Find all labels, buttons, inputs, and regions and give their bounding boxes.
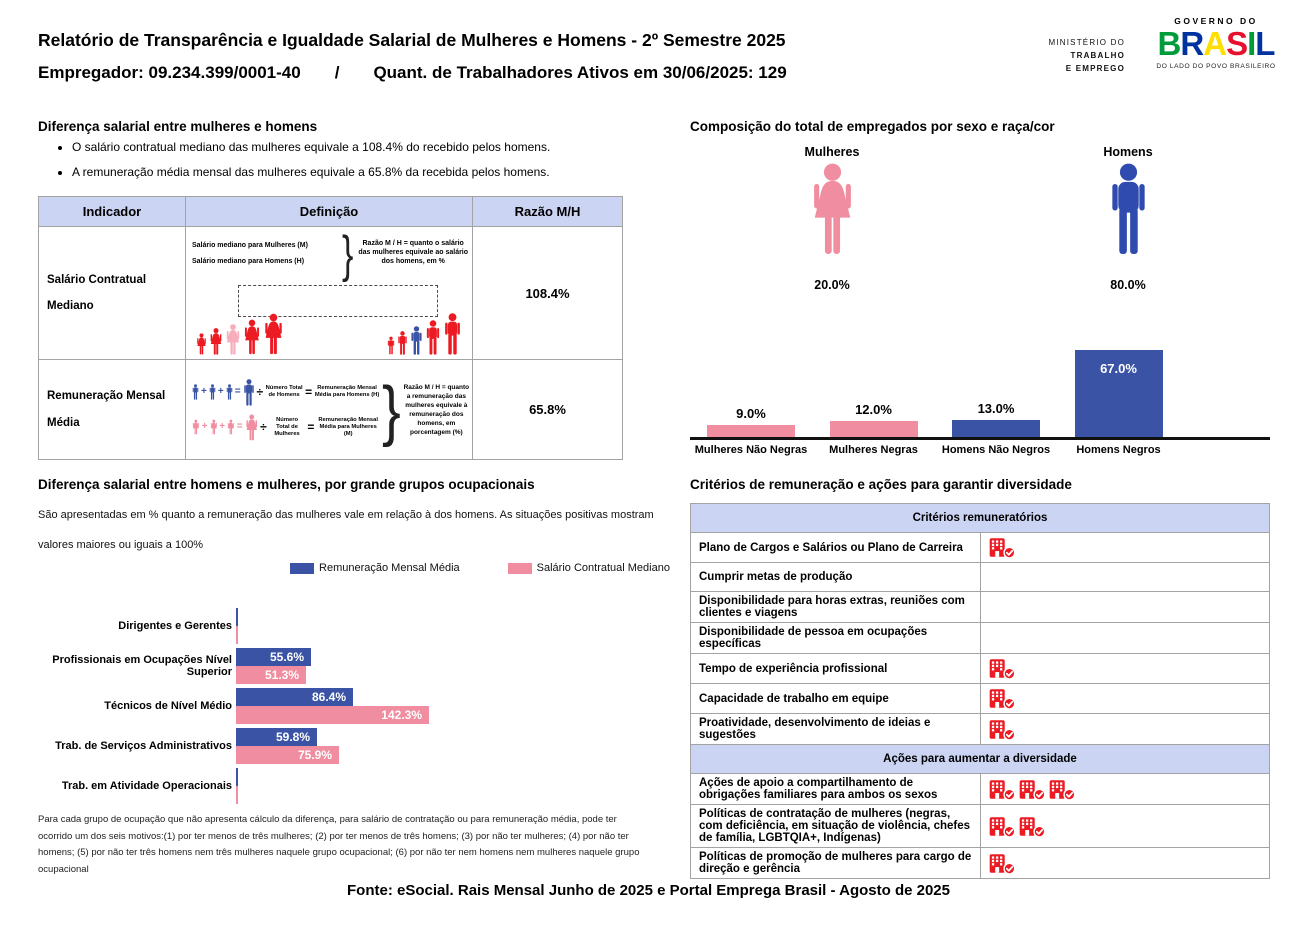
building-check-icon <box>989 815 1016 838</box>
building-check-icon <box>1019 815 1046 838</box>
women-formula <box>192 414 380 441</box>
x-axis-line <box>690 437 1270 440</box>
criteria-row <box>691 654 1270 684</box>
operator: ÷ <box>260 420 267 434</box>
occ-row-Técnicos de Nível Médio <box>38 686 638 726</box>
criteria-check-icons <box>980 654 1270 684</box>
chart-legend <box>270 562 690 574</box>
median-men-label: Salário mediano para Homens (H) <box>192 258 305 265</box>
operator: + <box>217 386 224 397</box>
criteria-row <box>691 684 1270 714</box>
building-check-icon <box>989 657 1016 680</box>
bar-category-label: Mulheres Negras <box>829 444 918 456</box>
bar-Mulheres Negras <box>830 421 918 437</box>
male-icon <box>209 384 216 400</box>
criteria-row <box>691 592 1270 623</box>
occ-bar-pair <box>236 608 238 644</box>
men-share-figure <box>1053 145 1203 292</box>
blue-swatch <box>290 563 314 574</box>
bar-Remuneração Mensal Média: 86.4% <box>236 688 353 706</box>
bar-Remuneração Mensal Média <box>236 768 238 786</box>
bar-Homens Não Negros <box>952 420 1040 437</box>
bar-Salário Contratual Mediano <box>236 626 238 644</box>
brand-letter: L <box>1255 25 1275 62</box>
mean-remuneration-diagram <box>186 360 472 459</box>
brasil-wordmark <box>1140 26 1292 62</box>
criteria-check-icons <box>980 684 1270 714</box>
col-indicador: Indicador <box>39 197 186 227</box>
female-icon <box>227 419 235 435</box>
criteria-label: Tempo de experiência profissional <box>691 654 981 684</box>
row-remuneracao-label: Remuneração Mensal Média <box>39 360 186 460</box>
women-pictogram-group <box>196 313 284 355</box>
women-share-value: 20.0% <box>814 278 850 292</box>
ministry-line1: MINISTÉRIO DO <box>1048 38 1125 47</box>
acoes-diversidade-header: Ações para aumentar a diversidade <box>691 745 1270 774</box>
legend-salario-label: Salário Contratual Mediano <box>536 562 670 574</box>
building-check-icon <box>989 778 1016 801</box>
male-icon <box>1108 163 1149 255</box>
female-icon <box>210 419 218 435</box>
operator: + <box>201 421 208 432</box>
occupational-bar-chart <box>38 606 638 806</box>
operator: = <box>305 385 313 399</box>
criteria-check-icons <box>980 533 1270 563</box>
homens-label: Homens <box>1103 145 1153 159</box>
bar-value-label: 9.0% <box>736 406 766 421</box>
female-icon <box>245 414 259 441</box>
composition-bar-chart <box>690 320 1270 458</box>
criteria-label: Plano de Cargos e Salários ou Plano de Carreira <box>691 533 981 563</box>
bar-Salário Contratual Mediano: 142.3% <box>236 706 429 724</box>
bar-Remuneração Mensal Média: 59.8% <box>236 728 317 746</box>
legend-salario <box>508 562 670 574</box>
criteria-check-icons <box>980 623 1270 654</box>
bar-value-label: 13.0% <box>977 401 1015 416</box>
bullet-median-salary: • O salário contratual mediano das mulheres equivale a 108.4% do recebido pelos homens. <box>72 140 652 154</box>
criteria-row <box>691 533 1270 563</box>
occ-bar-pair <box>236 768 238 804</box>
occ-bar-pair <box>236 648 311 684</box>
operator: = <box>236 421 243 432</box>
occ-category-label: Trab. de Serviços Administrativos <box>55 740 232 752</box>
bar-category-label: Homens Não Negros <box>941 444 1051 456</box>
ratio-note-2: Razão M / H = quanto a remuneração das mulheres equivale à remuneração dos homens, em porcentagem (%) <box>403 383 470 436</box>
female-icon <box>263 313 284 355</box>
brand-letter: S <box>1226 25 1248 62</box>
bullet-mean-remuneration: • A remuneração média mensal das mulheres equivale a 65.8% da recebida pelos homens. <box>72 165 652 179</box>
criteria-label: Capacidade de trabalho em equipe <box>691 684 981 714</box>
building-check-icon <box>989 852 1016 875</box>
ratio-mean: 65.8% <box>473 360 623 460</box>
mulheres-label: Mulheres <box>804 145 860 159</box>
separator: / <box>334 63 340 82</box>
criteria-label: Disponibilidade de pessoa em ocupações específicas <box>691 623 981 654</box>
count-label: Número Total de Mulheres <box>274 416 300 437</box>
female-icon <box>225 324 241 355</box>
occ-category-label: Dirigentes e Gerentes <box>118 620 232 632</box>
operator: + <box>201 386 207 397</box>
result-label: Remuneração Mensal Média para Mulheres (M) <box>318 416 378 437</box>
ratio-note-1: Razão M / H = quanto o salário das mulheres equivale ao salário dos homens, em % <box>358 240 469 265</box>
bar-value-label: 12.0% <box>855 402 892 417</box>
ratio-median: 108.4% <box>473 227 623 360</box>
occ-row-Profissionais em Ocupações Nível Superior <box>38 646 638 686</box>
men-share-value: 80.0% <box>1110 278 1146 292</box>
criteria-label: Cumprir metas de produção <box>691 563 981 592</box>
bar-category-label: Mulheres Não Negras <box>694 444 808 456</box>
occ-bar-pair <box>236 688 429 724</box>
median-salary-diagram <box>186 227 472 359</box>
occupational-footnote: Para cada grupo de ocupação que não apresenta cálculo da diferença, para salário de contratação ou para remuneração média, pode ter ocorrido um dos seis motivos:(1) por ter menos de três mulheres; (2) por ter menos de três homens; (3) por não ter mulheres; (4) por não ter homens; (5) por não ter três homens nem três mulheres naquele grupo ocupacional; (6) por não ter nem homens nem mulheres naquele grupo ocupacional <box>38 814 640 875</box>
bar-Mulheres Não Negras <box>707 425 795 437</box>
building-check-icon <box>1019 778 1046 801</box>
employer-line <box>38 63 787 83</box>
employer-info: Empregador: 09.234.399/0001-40 <box>38 63 301 82</box>
gov-tagline: DO LADO DO POVO BRASILEIRO <box>1156 63 1276 70</box>
brace-glyph: } <box>382 371 401 447</box>
criteria-label: Políticas de contratação de mulheres (negras, com deficiência, em situação de violência, chefes de família, LGBTQIA+, Indígenas) <box>691 805 981 848</box>
indicator-table <box>38 196 623 460</box>
operator: + <box>219 421 226 432</box>
criterios-remuneratorios-header: Critérios remuneratórios <box>691 504 1270 533</box>
building-check-icon <box>1049 778 1076 801</box>
criteria-check-icons <box>980 563 1270 592</box>
brand-letter: R <box>1180 25 1204 62</box>
male-icon <box>226 384 233 400</box>
male-icon <box>243 379 255 406</box>
criteria-row <box>691 848 1270 879</box>
building-check-icon <box>989 536 1016 559</box>
bar-Remuneração Mensal Média <box>236 608 238 626</box>
male-icon <box>410 326 423 355</box>
occ-row-Trab. de Serviços Administrativos <box>38 726 638 766</box>
col-definicao: Definição <box>186 197 473 227</box>
occupational-title: Diferença salarial entre homens e mulheres, por grande grupos ocupacionais <box>38 477 535 492</box>
legend-remuneracao <box>290 562 460 574</box>
salary-gap-title: Diferença salarial entre mulheres e homens <box>38 119 318 134</box>
occ-category-label: Técnicos de Nível Médio <box>104 700 232 712</box>
operator: = <box>307 420 315 434</box>
page-title: Relatório de Transparência e Igualdade Salarial de Mulheres e Homens - 2º Semestre 2025 <box>38 30 786 50</box>
brand-letter: A <box>1203 25 1227 62</box>
male-icon <box>425 320 441 355</box>
brace-glyph: } <box>341 226 354 284</box>
criteria-label: Disponibilidade para horas extras, reuniões com clientes e viagens <box>691 592 981 623</box>
criteria-row <box>691 714 1270 745</box>
occupational-subtitle: São apresentadas em % quanto a remuneração das mulheres vale em relação à dos homens. As situações positivas mostram valores maiores ou iguais a 100% <box>38 509 654 551</box>
pink-swatch <box>508 563 532 574</box>
occ-category-label: Profissionais em Ocupações Nível Superior <box>52 654 232 678</box>
female-icon <box>809 163 856 255</box>
male-icon <box>443 313 462 355</box>
men-pictogram-group <box>387 313 462 355</box>
bar-Salário Contratual Mediano: 75.9% <box>236 746 339 764</box>
occ-row-Dirigentes e Gerentes <box>38 606 638 646</box>
female-icon <box>192 419 200 435</box>
criteria-row <box>691 774 1270 805</box>
bar-category-label: Homens Negros <box>1076 444 1161 456</box>
female-icon <box>196 333 207 355</box>
male-icon <box>387 336 395 355</box>
criteria-row <box>691 805 1270 848</box>
brand-letter: B <box>1157 25 1181 62</box>
ministry-logo <box>1049 36 1126 75</box>
brand-letter: I <box>1247 25 1256 62</box>
women-share-figure <box>757 145 907 292</box>
operator: = <box>234 386 241 397</box>
operator: ÷ <box>256 385 264 399</box>
median-women-label: Salário mediano para Mulheres (M) <box>192 242 308 249</box>
ministry-line2: TRABALHO <box>1070 51 1125 60</box>
female-icon <box>243 319 261 355</box>
ministry-line3: E EMPREGO <box>1065 64 1125 73</box>
criteria-check-icons <box>980 592 1270 623</box>
result-label: Remuneração Mensal Média para Homens (H) <box>314 385 380 398</box>
men-formula <box>192 379 380 406</box>
source-footer: Fonte: eSocial. Rais Mensal Junho de 2025 e Portal Emprega Brasil - Agosto de 2025 <box>347 882 950 899</box>
building-check-icon <box>989 718 1016 741</box>
bar-Salário Contratual Mediano <box>236 786 238 804</box>
criteria-title: Critérios de remuneração e ações para garantir diversidade <box>690 477 1072 492</box>
bar-Salário Contratual Mediano: 51.3% <box>236 666 306 684</box>
criteria-label: Políticas de promoção de mulheres para cargo de direção e gerência <box>691 848 981 879</box>
building-check-icon <box>989 687 1016 710</box>
occ-bar-pair <box>236 728 339 764</box>
female-icon <box>209 328 223 355</box>
legend-remuneracao-label: Remuneração Mensal Média <box>319 562 460 574</box>
active-workers-info: Quant. de Trabalhadores Ativos em 30/06/2025: 129 <box>373 63 787 82</box>
criteria-check-icons <box>980 805 1270 848</box>
composition-title: Composição do total de empregados por sexo e raça/cor <box>690 119 1055 134</box>
male-icon <box>192 384 199 400</box>
occ-row-Trab. em Atividade Operacionais <box>38 766 638 806</box>
criteria-check-icons <box>980 774 1270 805</box>
col-razao: Razão M/H <box>473 197 623 227</box>
criteria-row <box>691 623 1270 654</box>
male-icon <box>397 331 408 355</box>
governo-do-brasil-logo <box>1140 16 1292 70</box>
count-label: Número Total de Homens <box>265 385 303 398</box>
occ-category-label: Trab. em Atividade Operacionais <box>61 780 232 792</box>
criteria-row <box>691 563 1270 592</box>
row-salario-contratual-label: Salário Contratual Mediano <box>39 227 186 360</box>
bar-value-label: 67.0% <box>1100 361 1137 376</box>
criteria-table <box>690 503 1270 879</box>
criteria-check-icons <box>980 714 1270 745</box>
criteria-check-icons <box>980 848 1270 879</box>
bar-Remuneração Mensal Média: 55.6% <box>236 648 311 666</box>
criteria-label: Ações de apoio a compartilhamento de obrigações familiares para ambos os sexos <box>691 774 981 805</box>
gov-top-label: GOVERNO DO <box>1174 16 1258 26</box>
criteria-label: Proatividade, desenvolvimento de ideias e sugestões <box>691 714 981 745</box>
salary-gap-bullets <box>58 140 652 190</box>
